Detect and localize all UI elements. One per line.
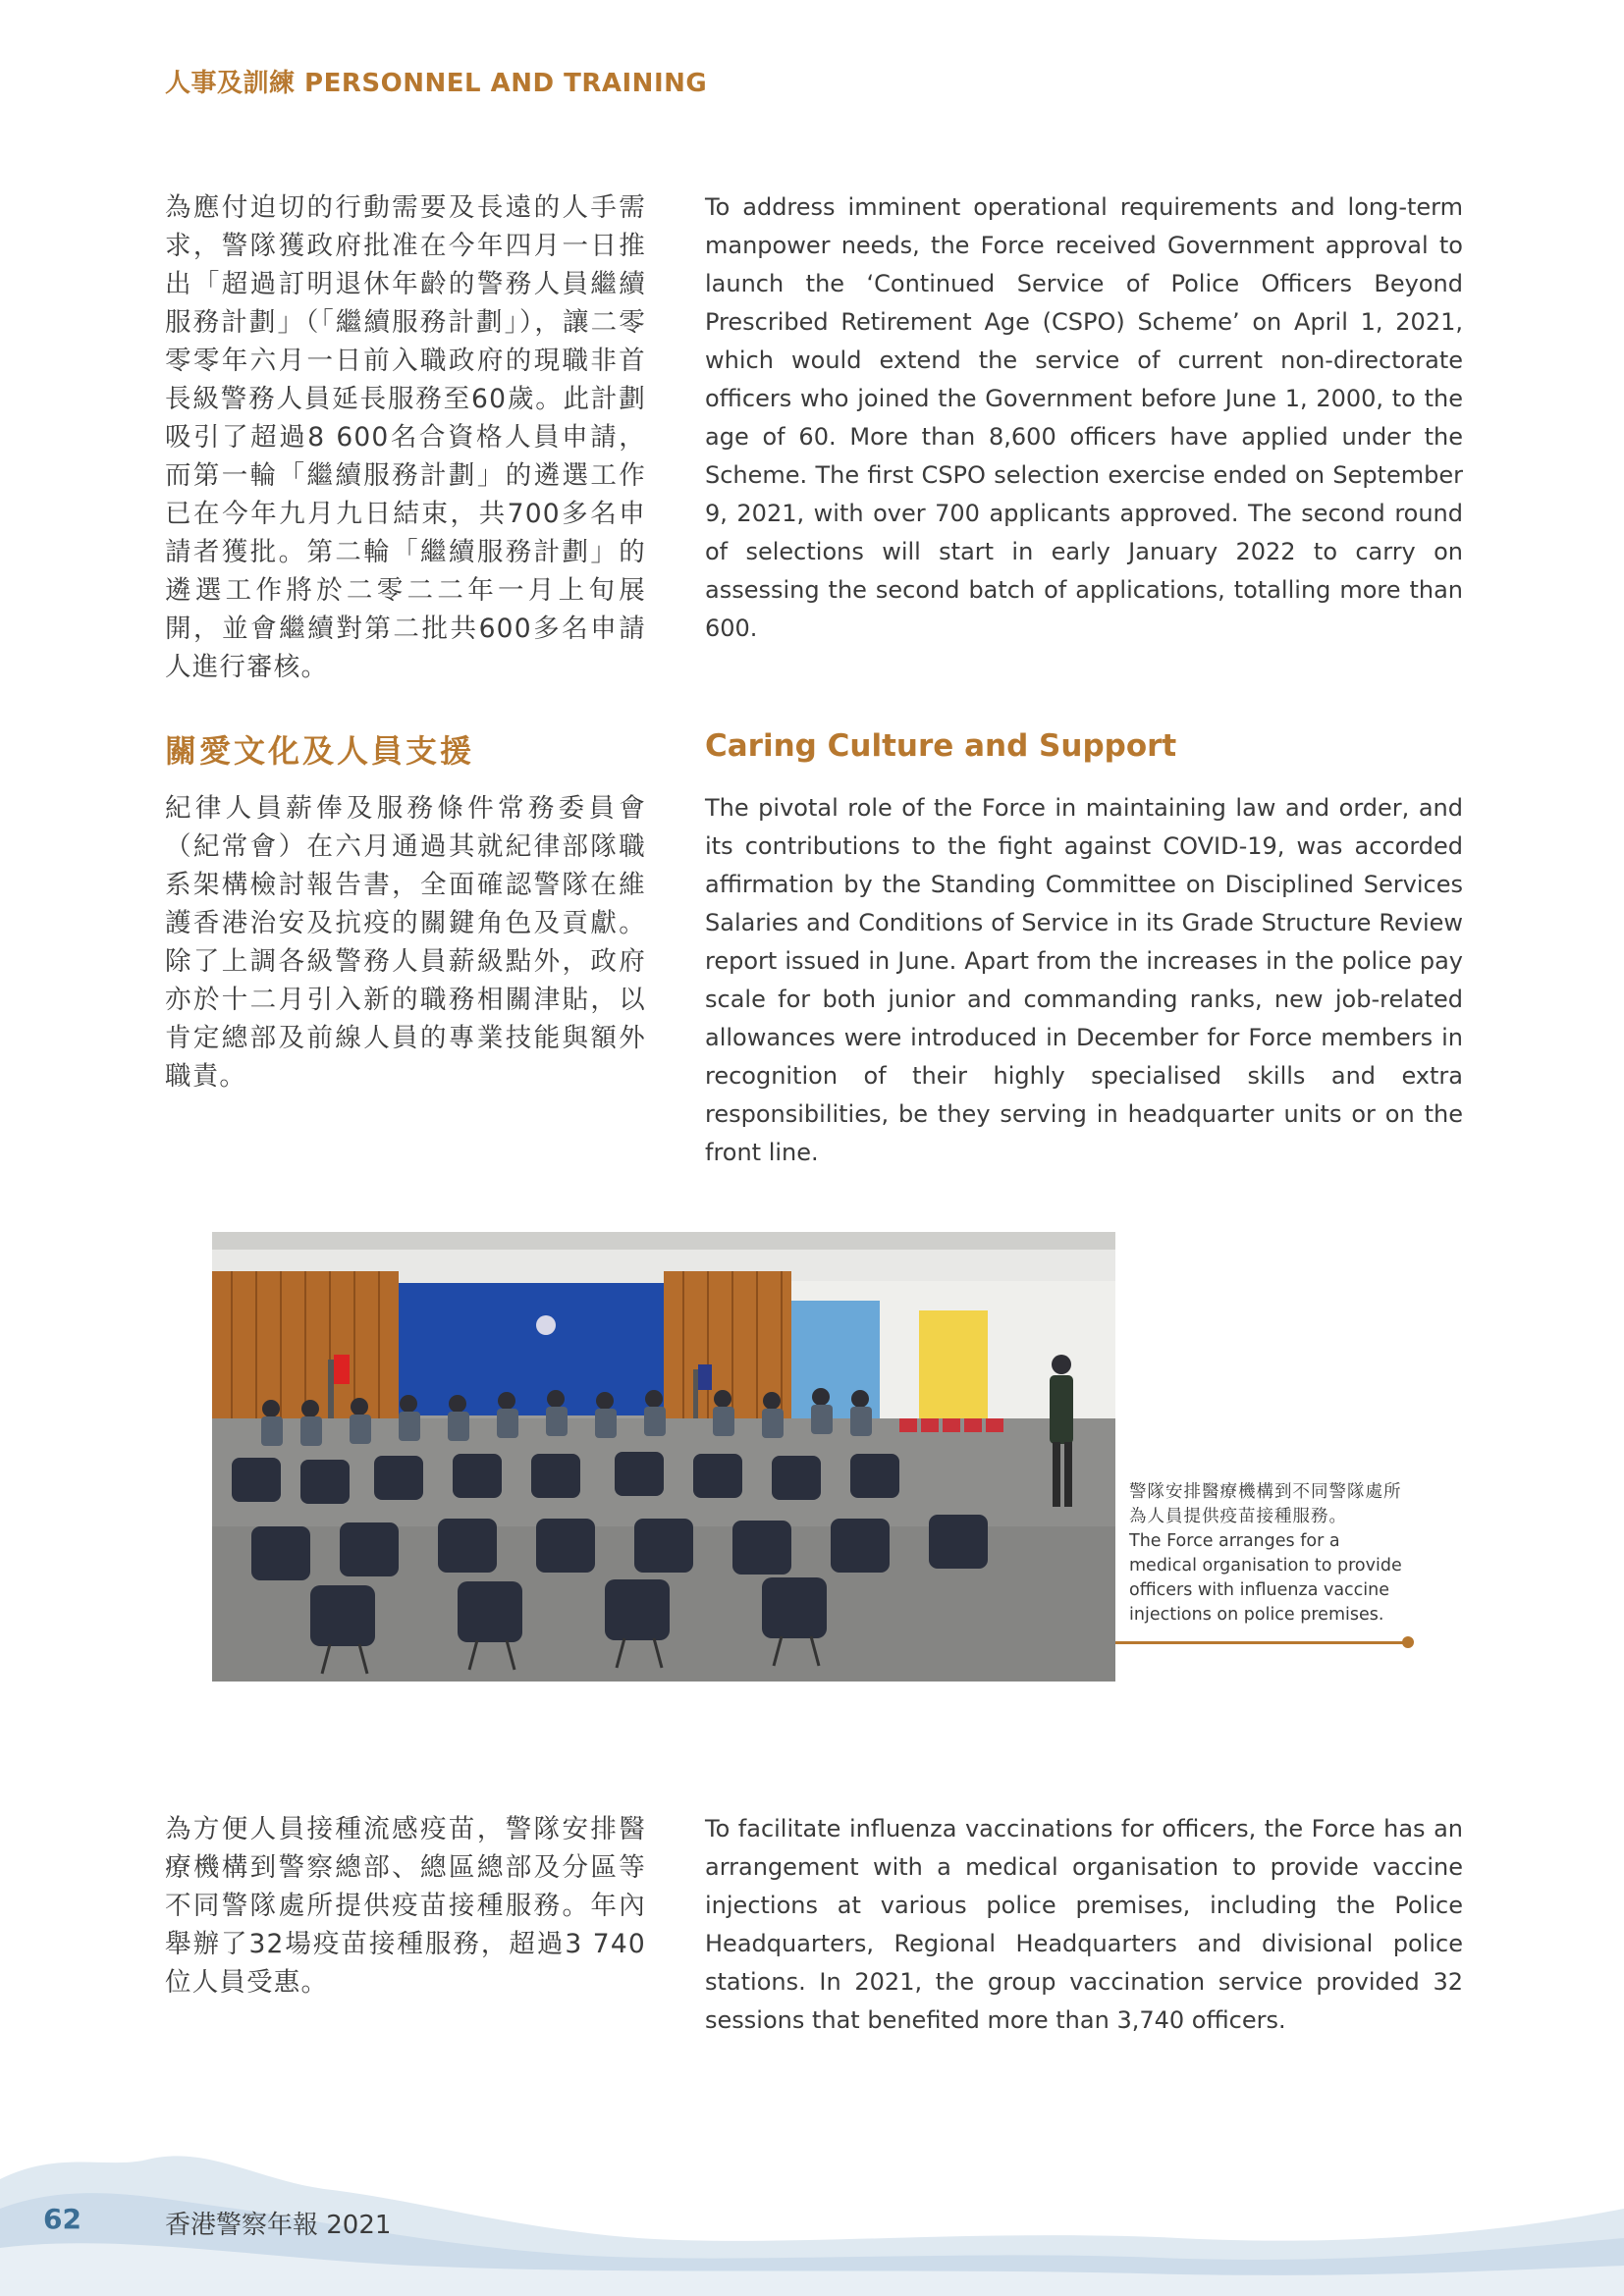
caption-en-text: The Force arranges for a medical organisation to provide officers with influenza vaccine injections on police premises.: [1129, 1531, 1402, 1625]
photo-caption: [1129, 1480, 1404, 1628]
intro-chinese-paragraph: [165, 188, 646, 686]
vaccination-en-text: To facilitate influenza vaccinations for officers, the Force has an arrangement with a medical organisation to provide vaccine injections at various police premises, including the Police Headquarters, Regional Headquarters and divisional police stations. In 2021, the group vaccination service provided 32 sessions that benefited more than 3,740 officers.: [705, 1815, 1463, 2034]
publication-title: 香港警察年報 2021: [165, 2211, 392, 2240]
caption-leader-dot: [1402, 1636, 1414, 1648]
caring-heading-chinese: 關愛文化及人員支援: [165, 732, 475, 770]
section-header: 人事及訓練 PERSONNEL AND TRAINING: [165, 69, 708, 98]
caption-zh-text: 警隊安排醫療機構到不同警隊處所為人員提供疫苗接種服務。: [1129, 1482, 1402, 1526]
intro-english-paragraph: [705, 188, 1463, 648]
caption-leader-line: [1115, 1641, 1406, 1644]
intro-zh-text: 為應付迫切的行動需要及長遠的人手需求，警隊獲政府批准在今年四月一日推出「超過訂明退休年齡的警務人員繼續服務計劃」（「繼續服務計劃」），讓二零零零年六月一日前入職政府的現職非首長級警務人員延長服務至60歲。此計劃吸引了超過8 600名合資格人員申請，而第一輪「繼續服務計劃」的遴選工作已在今年九月九日結束，共700多名申請者獲批。第二輪「繼續服務計劃」的遴選工作將於二零二二年一月上旬展開，並會繼續對第二批共600多名申請人進行審核。: [165, 192, 646, 682]
caring-chinese-paragraph: [165, 789, 646, 1095]
caring-english-paragraph: [705, 789, 1463, 1172]
vaccination-zh-text: 為方便人員接種流感疫苗，警隊安排醫療機構到警察總部、總區總部及分區等不同警隊處所提供疫苗接種服務。年內舉辦了32場疫苗接種服務，超過3 740位人員受惠。: [165, 1814, 646, 1998]
caring-heading-english: Caring Culture and Support: [705, 728, 1177, 764]
page-number: 62: [43, 2203, 81, 2235]
vaccination-chinese-paragraph: [165, 1810, 646, 2002]
caring-zh-text: 紀律人員薪俸及服務條件常務委員會（紀常會）在六月通過其就紀律部隊職系架構檢討報告書，全面確認警隊在維護香港治安及抗疫的關鍵角色及貢獻。除了上調各級警務人員薪級點外，政府亦於十二月引入新的職務相關津貼，以肯定總部及前線人員的專業技能與額外職責。: [165, 793, 646, 1092]
intro-en-text: To address imminent operational requirements and long-term manpower needs, the Force received Government approval to launch the ‘Continued Service of Police Officers Beyond Prescribed Retirement Age (CSPO) Scheme’ on April 1, 2021, which would extend the service of current non-directorate officers who joined the Government before June 1, 2000, to the age of 60. More than 8,600 officers have applied under the Scheme. The first CSPO selection exercise ended on September 9, 2021, with over 700 applicants approved. The second round of selections will start in early January 2022 to carry on assessing the second batch of applications, totalling more than 600.: [705, 193, 1463, 642]
vaccination-hall-photo: [212, 1232, 1115, 1682]
vaccination-english-paragraph: [705, 1810, 1463, 2040]
caring-en-text: The pivotal role of the Force in maintaining law and order, and its contributions to the fight against COVID-19, was accorded affirmation by the Standing Committee on Disciplined Services Salaries and Conditions of Service in its Grade Structure Review report issued in June. Apart from the increases in the police pay scale for both junior and commanding ranks, new job-related allowances were introduced in December for Force members in recognition of their highly specialised skills and extra responsibilities, be they serving in headquarter units or on the front line.: [705, 794, 1463, 1166]
